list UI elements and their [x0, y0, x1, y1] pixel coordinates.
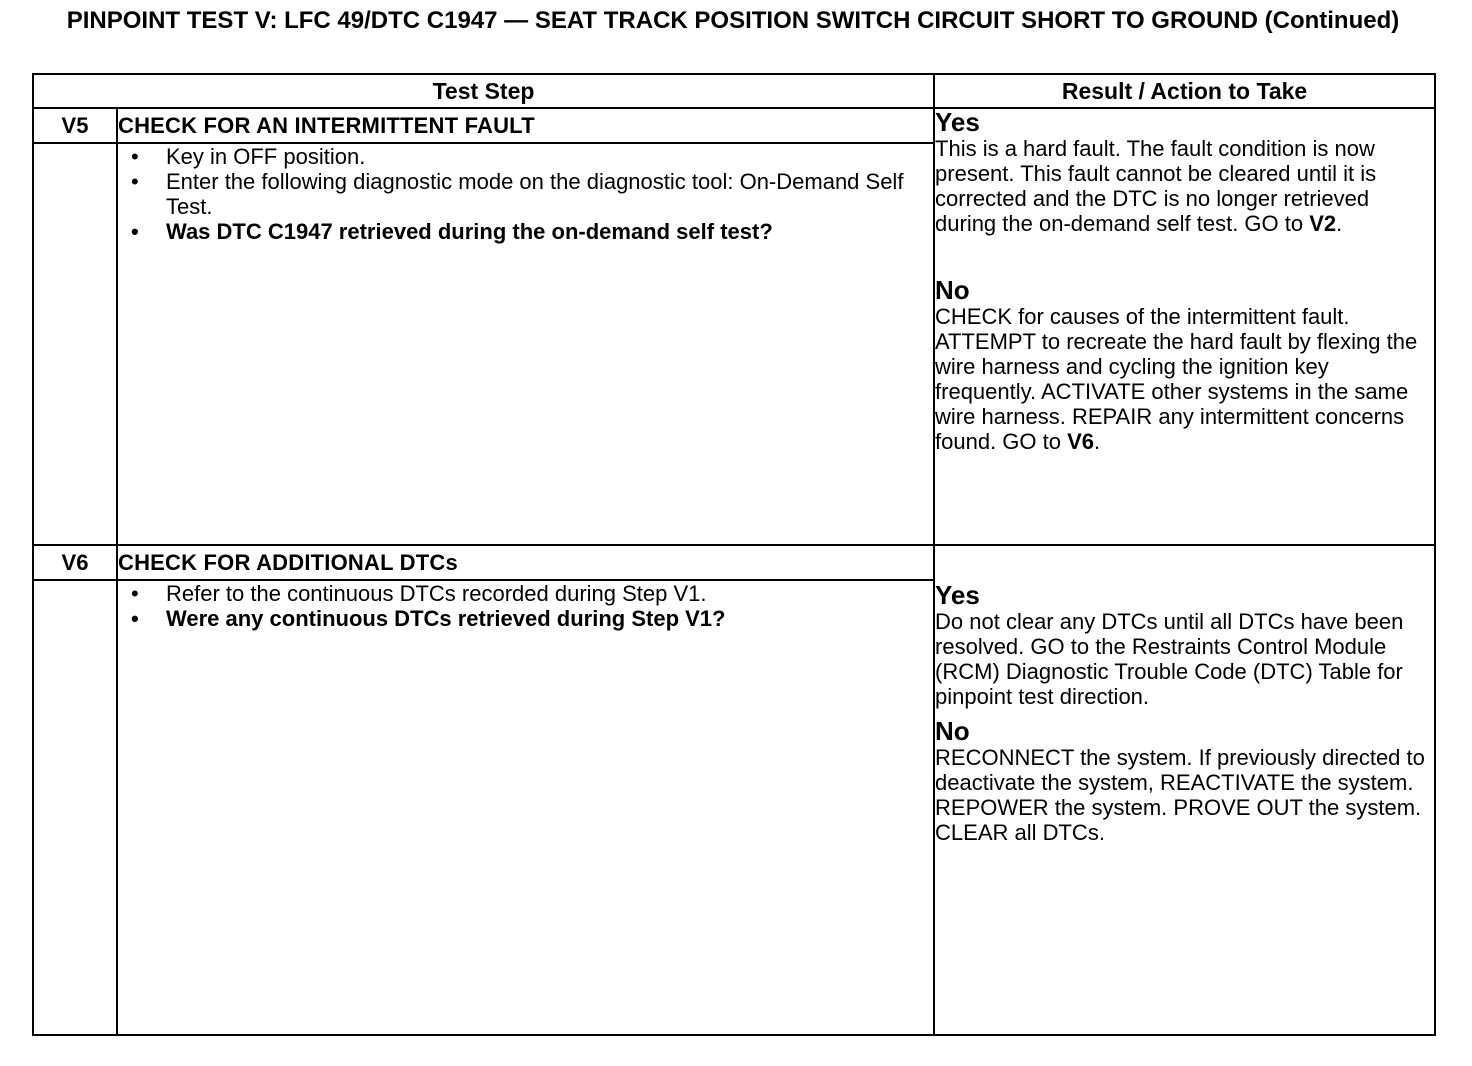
pinpoint-test-table	[32, 73, 1436, 1036]
question: • Were any continuous DTCs retrieved during Step V1?	[126, 606, 933, 631]
step-row-v6-heading	[33, 545, 1435, 580]
step-id: V6	[33, 545, 117, 580]
question: • Was DTC C1947 retrieved during the on-demand self test?	[126, 219, 933, 244]
yes-action: This is a hard fault. The fault condition is now present. This fault cannot be cleared until it is corrected and the DTC is no longer retrieved during the on-demand self test. GO to V2.	[935, 136, 1377, 236]
goto-link[interactable]: V6	[1067, 429, 1095, 454]
step-row-v5-heading	[33, 108, 1435, 143]
goto-link[interactable]: V2	[1309, 211, 1337, 236]
no-action: RECONNECT the system. If previously directed to deactivate the system, REACTIVATE the system. REPOWER the system. PROVE OUT the system. CLEAR all DTCs.	[935, 745, 1425, 845]
result-cell	[934, 545, 1435, 1035]
yes-action: Do not clear any DTCs until all DTCs have been resolved. GO to the Restraints Control Module (RCM) Diagnostic Trouble Code (DTC) Table for pinpoint test direction.	[935, 609, 1404, 709]
list-item: • Enter the following diagnostic mode on the diagnostic tool: On-Demand Self Test.	[126, 169, 933, 219]
no-label: No	[935, 275, 970, 305]
list-item: • Refer to the continuous DTCs recorded during Step V1.	[126, 581, 933, 606]
result-header: Result / Action to Take	[934, 74, 1435, 108]
step-id: V5	[33, 108, 117, 143]
result-cell	[934, 108, 1435, 545]
step-body	[117, 143, 934, 545]
instruction-list	[118, 581, 933, 631]
step-body	[117, 580, 934, 1035]
step-heading: CHECK FOR ADDITIONAL DTCs	[117, 545, 934, 580]
table-header-row	[33, 74, 1435, 108]
step-heading: CHECK FOR AN INTERMITTENT FAULT	[117, 108, 934, 143]
page-title: PINPOINT TEST V: LFC 49/DTC C1947 — SEAT TRACK POSITION SWITCH CIRCUIT SHORT TO GROUND (Continued)	[66, 7, 1400, 34]
no-label: No	[935, 716, 970, 746]
test-step-header: Test Step	[33, 74, 934, 108]
instruction-list	[118, 144, 933, 244]
list-item: • Key in OFF position.	[126, 144, 933, 169]
yes-label: Yes	[935, 580, 980, 610]
yes-label: Yes	[935, 107, 980, 137]
no-action: CHECK for causes of the intermittent fault. ATTEMPT to recreate the hard fault by flexing the wire harness and cycling the ignition key frequently. ACTIVATE other systems in the same wire harness. REPAIR any intermittent concerns found. GO to V6.	[935, 304, 1418, 454]
